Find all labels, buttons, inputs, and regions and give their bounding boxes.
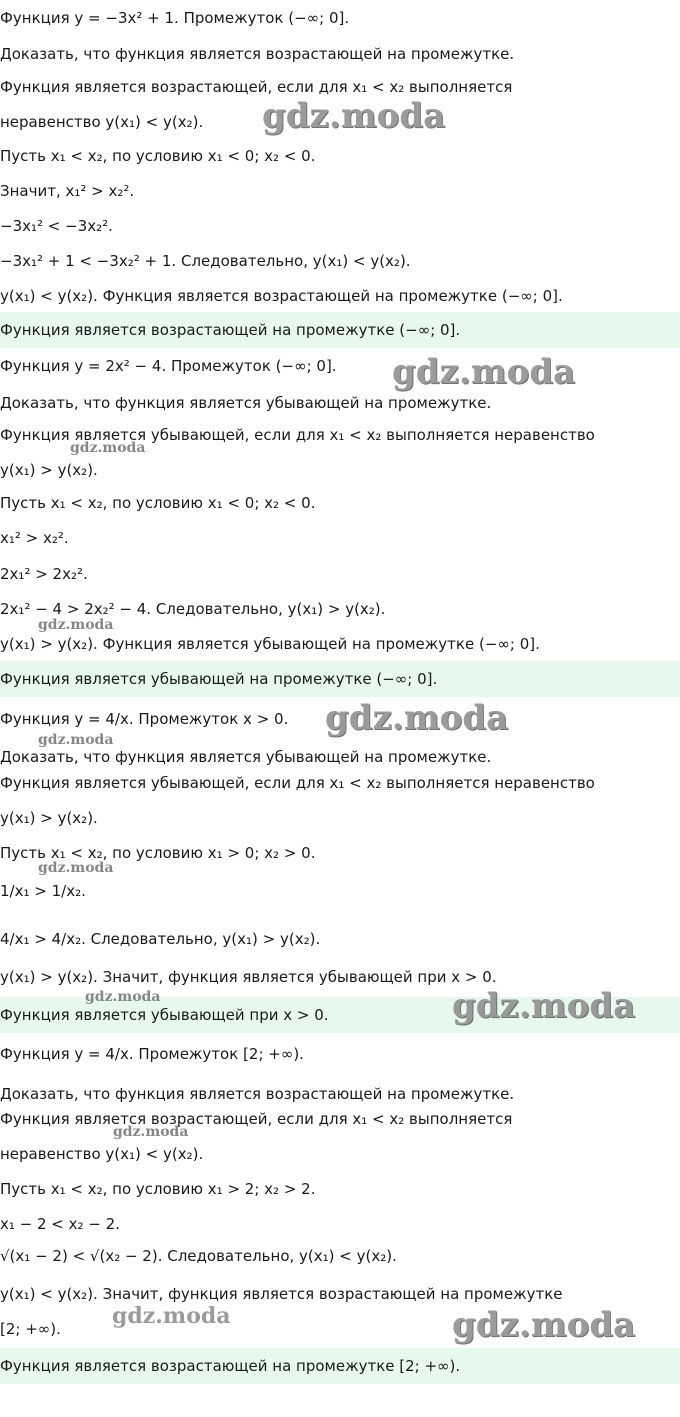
line: Пусть x₁ < x₂, по условию x₁ < 0; x₂ < 0. bbox=[0, 494, 316, 512]
line: y(x₁) < y(x₂). Функция является возрастающей на промежутке (−∞; 0]. bbox=[0, 287, 563, 305]
watermark: gdz.moda bbox=[38, 732, 114, 748]
line: Доказать, что функция является убывающей на промежутке. bbox=[0, 394, 492, 412]
watermark: gdz.moda bbox=[38, 860, 114, 876]
answer-line: Функция является убывающей на промежутке (−∞; 0]. bbox=[0, 670, 438, 688]
line: 2x₁² > 2x₂². bbox=[0, 565, 88, 583]
line: Пусть x₁ < x₂, по условию x₁ > 0; x₂ > 0. bbox=[0, 844, 316, 862]
line: y(x₁) > y(x₂). bbox=[0, 461, 98, 479]
line: Функция является возрастающей, если для x₁ < x₂ выполняется bbox=[0, 1110, 513, 1128]
line: Функция y = 4/x. Промежуток [2; +∞). bbox=[0, 1045, 304, 1063]
line: Доказать, что функция является возрастающей на промежутке. bbox=[0, 1085, 515, 1103]
watermark: gdz.moda bbox=[392, 352, 576, 392]
watermark: gdz.moda bbox=[70, 440, 146, 456]
line: y(x₁) > y(x₂). Значит, функция является убывающей при x > 0. bbox=[0, 968, 497, 986]
line: Функция является убывающей, если для x₁ < x₂ выполняется неравенство bbox=[0, 774, 595, 792]
answer-line: Функция является убывающей при x > 0. bbox=[0, 1006, 329, 1024]
line: неравенство y(x₁) < y(x₂). bbox=[0, 1145, 204, 1163]
line: Функция является убывающей, если для x₁ < x₂ выполняется неравенство bbox=[0, 426, 595, 444]
line: −3x₁² + 1 < −3x₂² + 1. Следовательно, y(x₁) < y(x₂). bbox=[0, 252, 411, 270]
line: x₁ − 2 < x₂ − 2. bbox=[0, 1215, 120, 1233]
line: Доказать, что функция является убывающей на промежутке. bbox=[0, 748, 492, 766]
answer-line: Функция является возрастающей на промежутке (−∞; 0]. bbox=[0, 321, 461, 339]
answer-line: Функция является возрастающей на промежутке [2; +∞). bbox=[0, 1357, 461, 1375]
line: 2x₁² − 4 > 2x₂² − 4. Следовательно, y(x₁) > y(x₂). bbox=[0, 600, 386, 618]
line: [2; +∞). bbox=[0, 1320, 61, 1338]
line: Функция y = 2x² − 4. Промежуток (−∞; 0]. bbox=[0, 357, 337, 375]
line: Пусть x₁ < x₂, по условию x₁ < 0; x₂ < 0. bbox=[0, 147, 316, 165]
line: y(x₁) < y(x₂). Значит, функция является возрастающей на промежутке bbox=[0, 1285, 563, 1303]
watermark: gdz.moda bbox=[113, 1124, 189, 1140]
watermark: gdz.moda bbox=[452, 986, 636, 1026]
line: 1/x₁ > 1/x₂. bbox=[0, 882, 86, 900]
line: Функция является возрастающей, если для x₁ < x₂ выполняется bbox=[0, 78, 513, 96]
line: неравенство y(x₁) < y(x₂). bbox=[0, 113, 204, 131]
line: −3x₁² < −3x₂². bbox=[0, 217, 113, 235]
watermark: gdz.moda bbox=[325, 698, 509, 738]
line: Доказать, что функция является возрастающей на промежутке. bbox=[0, 45, 515, 63]
line: y(x₁) > y(x₂). bbox=[0, 809, 98, 827]
line: Функция y = −3x² + 1. Промежуток (−∞; 0]. bbox=[0, 9, 350, 27]
line: Значит, x₁² > x₂². bbox=[0, 182, 135, 200]
watermark: gdz.moda bbox=[85, 989, 161, 1005]
watermark: gdz.moda bbox=[112, 1303, 231, 1329]
watermark: gdz.moda bbox=[262, 96, 446, 136]
line: Функция y = 4/x. Промежуток x > 0. bbox=[0, 710, 289, 728]
line: √(x₁ − 2) < √(x₂ − 2). Следовательно, y(x₁) < y(x₂). bbox=[0, 1247, 397, 1265]
line: 4/x₁ > 4/x₂. Следовательно, y(x₁) > y(x₂). bbox=[0, 930, 321, 948]
watermark: gdz.moda bbox=[452, 1305, 636, 1345]
line: x₁² > x₂². bbox=[0, 529, 69, 547]
line: y(x₁) > y(x₂). Функция является убывающей на промежутке (−∞; 0]. bbox=[0, 635, 540, 653]
line: Пусть x₁ < x₂, по условию x₁ > 2; x₂ > 2. bbox=[0, 1180, 316, 1198]
watermark: gdz.moda bbox=[38, 617, 114, 633]
